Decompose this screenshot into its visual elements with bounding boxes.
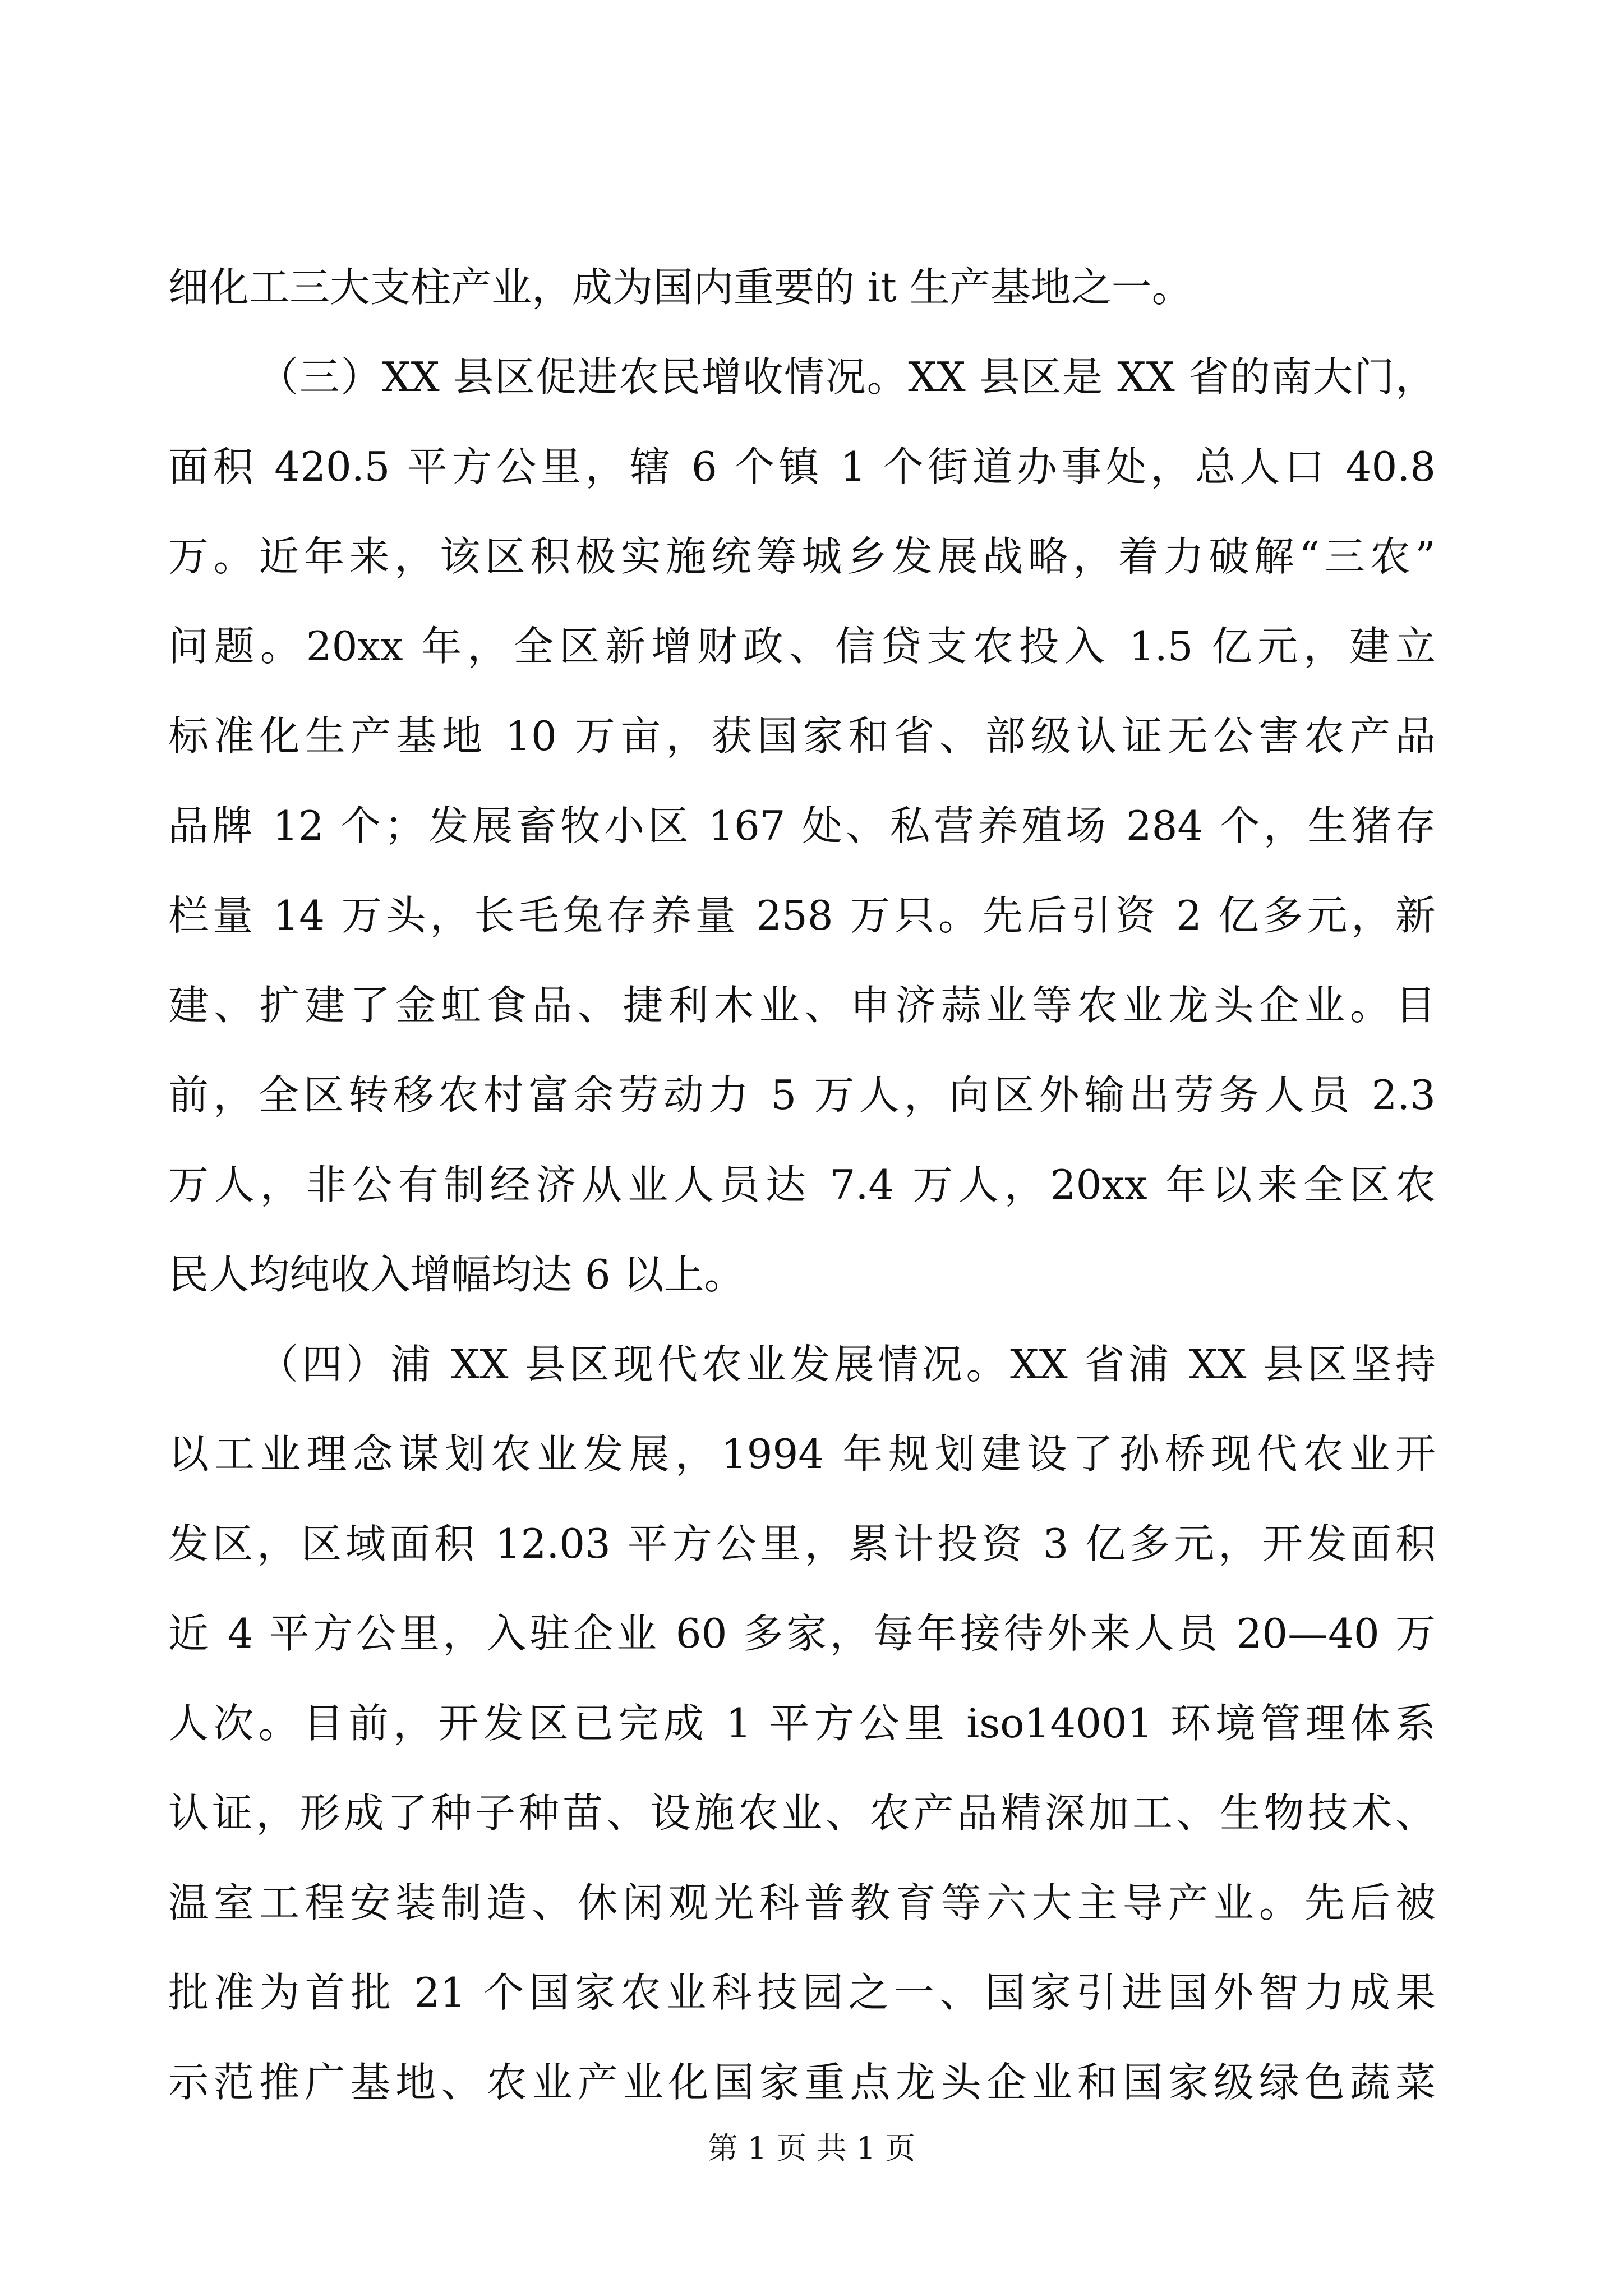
- paragraph-heading-line: （三）XX 县区促进农民增收情况。XX 县区是 XX 省的南大门，: [258, 353, 1436, 401]
- text-line: 万人，非公有制经济从业人员达 7.4 万人，20xx 年以来全区农: [168, 1161, 1436, 1208]
- text-line: 以工业理念谋划农业发展，1994 年规划建设了孙桥现代农业开: [168, 1430, 1436, 1478]
- text-line: 品牌 12 个；发展畜牧小区 167 处、私营养殖场 284 个，生猪存: [168, 802, 1436, 849]
- text-line: 认证，形成了种子种苗、设施农业、农产品精深加工、生物技术、: [168, 1789, 1436, 1837]
- text-line: 细化工三大支柱产业，成为国内重要的 it 生产基地之一。: [168, 264, 1192, 311]
- text-line: 标准化生产基地 10 万亩，获国家和省、部级认证无公害农产品: [168, 712, 1436, 760]
- text-line: 示范推广基地、农业产业化国家重点龙头企业和国家级绿色蔬菜: [168, 2059, 1436, 2106]
- text-line: 批准为首批 21 个国家农业科技园之一、国家引进国外智力成果: [168, 1969, 1436, 2016]
- text-line: 发区，区域面积 12.03 平方公里，累计投资 3 亿多元，开发面积: [168, 1520, 1436, 1567]
- text-line: 建、扩建了金虹食品、捷利木业、申济蒜业等农业龙头企业。目: [168, 982, 1436, 1029]
- paragraph-heading-line: （四）浦 XX 县区现代农业发展情况。XX 省浦 XX 县区坚持: [258, 1341, 1436, 1388]
- text-line: 栏量 14 万头，长毛兔存养量 258 万只。先后引资 2 亿多元，新: [168, 892, 1436, 939]
- text-line: 前，全区转移农村富余劳动力 5 万人，向区外输出劳务人员 2.3: [168, 1071, 1436, 1119]
- text-line: 问题。20xx 年，全区新增财政、信贷支农投入 1.5 亿元，建立: [168, 623, 1436, 670]
- text-line: 近 4 平方公里，入驻企业 60 多家，每年接待外来人员 20—40 万: [168, 1610, 1436, 1657]
- page-footer: 第 1 页 共 1 页: [707, 2131, 916, 2166]
- text-line: 民人均纯收入增幅均达 6 以上。: [168, 1251, 745, 1298]
- text-line: 面积 420.5 平方公里，辖 6 个镇 1 个街道办事处，总人口 40.8: [168, 443, 1436, 490]
- text-line: 人次。目前，开发区已完成 1 平方公里 iso14001 环境管理体系: [168, 1700, 1436, 1747]
- text-line: 温室工程安装制造、休闲观光科普教育等六大主导产业。先后被: [168, 1879, 1436, 1926]
- text-line: 万。近年来，该区积极实施统筹城乡发展战略，着力破解“三农”: [168, 533, 1436, 580]
